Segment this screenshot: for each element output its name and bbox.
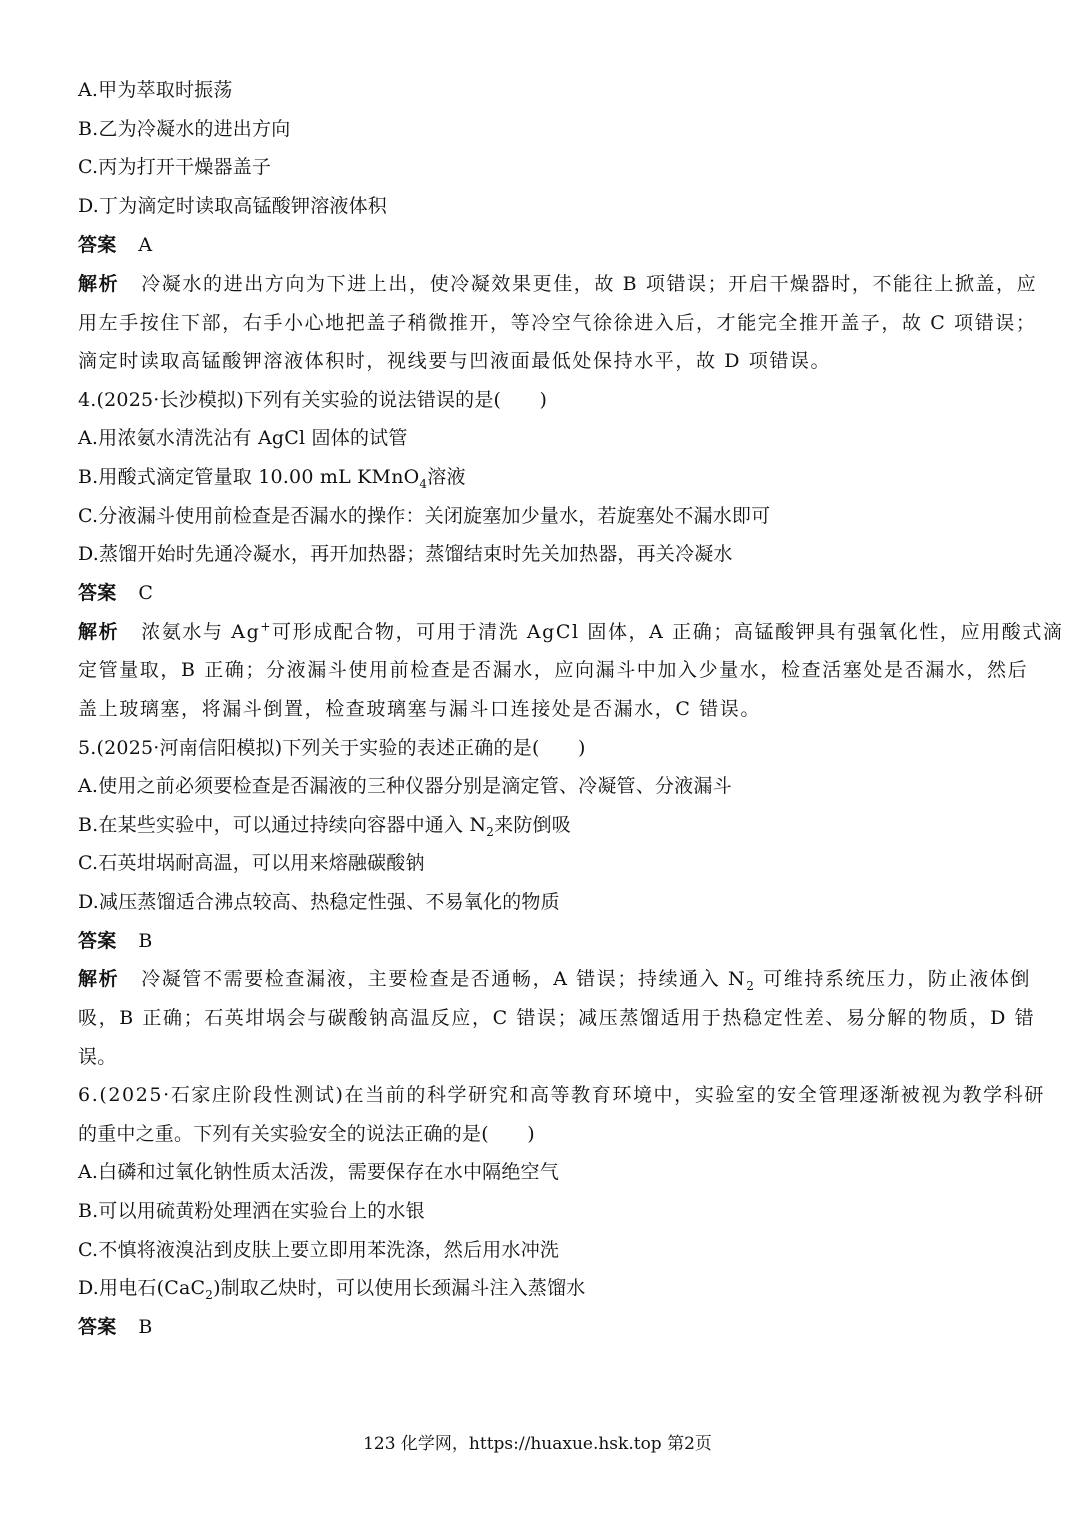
explanation-text: 浓氨水与 Ag (141, 621, 261, 643)
explanation-text: 冷凝水的进出方向为下进上出，使冷凝效果更佳，故 B 项错误；开启干燥器时，不能往上掀盖，应 (141, 273, 1038, 295)
answer-label: 答案 (78, 582, 117, 604)
q5-explanation-line-1 (78, 966, 1031, 993)
q3-explanation-line-1 (78, 271, 1038, 297)
explanation-label: 解析 (78, 273, 120, 295)
q5-stem: 5.(2025·河南信阳模拟)下列关于实验的表述正确的是( ) (78, 737, 586, 759)
q5-option-b-text: B.在某些实验中，可以通过持续向容器中通入 N (78, 814, 487, 836)
q3-option-d: D.丁为滴定时读取高锰酸钾溶液体积 (78, 195, 387, 217)
q5-explanation-line-2: 吸，B 正确；石英坩埚会与碳酸钠高温反应，C 错误；减压蒸馏适用于热稳定性差、易分解的物质，D 错 (78, 1007, 1036, 1029)
q5-option-d: D.减压蒸馏适合沸点较高、热稳定性强、不易氧化的物质 (78, 891, 560, 913)
q3-explanation-line-2: 用左手按住下部，右手小心地把盖子稍微推开，等冷空气徐徐进入后，才能完全推开盖子，故 C 项错误； (78, 312, 1037, 334)
q6-option-a: A.白磷和过氧化钠性质太活泼，需要保存在水中隔绝空气 (78, 1161, 559, 1183)
answer-value: B (138, 930, 153, 952)
answer-label: 答案 (78, 930, 117, 952)
explanation-label: 解析 (78, 621, 120, 643)
q6-option-d (78, 1275, 998, 1301)
q3-option-b: B.乙为冷凝水的进出方向 (78, 118, 291, 140)
q6-answer (78, 1314, 998, 1340)
q3-explanation-line-3: 滴定时读取高锰酸钾溶液体积时，视线要与凹液面最低处保持水平，故 D 项错误。 (78, 350, 832, 372)
q6-stem-line-2: 的重中之重。下列有关实验安全的说法正确的是( ) (78, 1123, 535, 1145)
q3-option-a: A.甲为萃取时振荡 (78, 79, 233, 101)
q6-option-d-text: D.用电石(CaC (78, 1277, 206, 1299)
superscript: + (260, 619, 272, 634)
explanation-text-end: 可维持系统压力，防止液体倒 (755, 968, 1031, 990)
answer-value: C (138, 582, 154, 604)
q4-stem: 4.(2025·长沙模拟)下列有关实验的说法错误的是( ) (78, 389, 548, 411)
q6-option-c: C.不慎将液溴沾到皮肤上要立即用苯洗涤，然后用水冲洗 (78, 1239, 560, 1261)
q4-option-b-text-end: 溶液 (427, 466, 466, 488)
answer-label: 答案 (78, 234, 117, 256)
answer-label: 答案 (78, 1316, 117, 1338)
explanation-label: 解析 (78, 968, 120, 990)
q4-explanation-line-2: 定管量取，B 正确；分液漏斗使用前检查是否漏水，应向漏斗中加入少量水，检查活塞处是否漏水，然后 (78, 659, 1029, 681)
explanation-text: 冷凝管不需要检查漏液，主要检查是否通畅，A 错误；持续通入 N (141, 968, 747, 990)
answer-value: B (138, 1316, 153, 1338)
subscript: 4 (419, 476, 428, 491)
subscript: 2 (486, 824, 495, 839)
q4-explanation-line-3: 盖上玻璃塞，将漏斗倒置，检查玻璃塞与漏斗口连接处是否漏水，C 错误。 (78, 698, 761, 720)
q6-stem-line-1: 6.(2025·石家庄阶段性测试)在当前的科学研究和高等教育环境中，实验室的安全管理逐渐被视为教学科研 (78, 1084, 1045, 1106)
q4-option-d: D.蒸馏开始时先通冷凝水，再开加热器；蒸馏结束时先关加热器，再关冷凝水 (78, 543, 733, 565)
explanation-text-end: 可形成配合物，可用于清洗 AgCl 固体，A 正确；高锰酸钾具有强氧化性，应用酸式滴 (271, 621, 1064, 643)
q5-explanation-line-3: 误。 (78, 1046, 117, 1068)
q5-option-a: A.使用之前必须要检查是否漏液的三种仪器分别是滴定管、冷凝管、分液漏斗 (78, 775, 732, 797)
q6-option-d-text-end: )制取乙炔时，可以使用长颈漏斗注入蒸馏水 (213, 1277, 586, 1299)
q4-option-a: A.用浓氨水清洗沾有 AgCl 固体的试管 (78, 427, 408, 449)
q6-option-b: B.可以用硫黄粉处理洒在实验台上的水银 (78, 1200, 425, 1222)
q4-answer (78, 580, 998, 606)
page-footer: 123 化学网，https://huaxue.hsk.top 第2页 (363, 1434, 712, 1454)
answer-value: A (138, 234, 153, 256)
subscript: 2 (746, 978, 756, 993)
q4-option-b-text: B.用酸式滴定管量取 10.00 mL KMnO (78, 466, 420, 488)
q5-option-b-text-end: 来防倒吸 (494, 814, 571, 836)
q5-answer (78, 928, 998, 954)
subscript: 2 (205, 1287, 214, 1302)
q4-option-b (78, 464, 998, 490)
q4-explanation-line-1 (78, 619, 1064, 645)
q5-option-b (78, 812, 998, 838)
q5-option-c: C.石英坩埚耐高温，可以用来熔融碳酸钠 (78, 852, 425, 874)
q3-option-c: C.丙为打开干燥器盖子 (78, 156, 272, 178)
q3-answer (78, 232, 998, 258)
q4-option-c: C.分液漏斗使用前检查是否漏水的操作：关闭旋塞加少量水，若旋塞处不漏水即可 (78, 505, 771, 527)
